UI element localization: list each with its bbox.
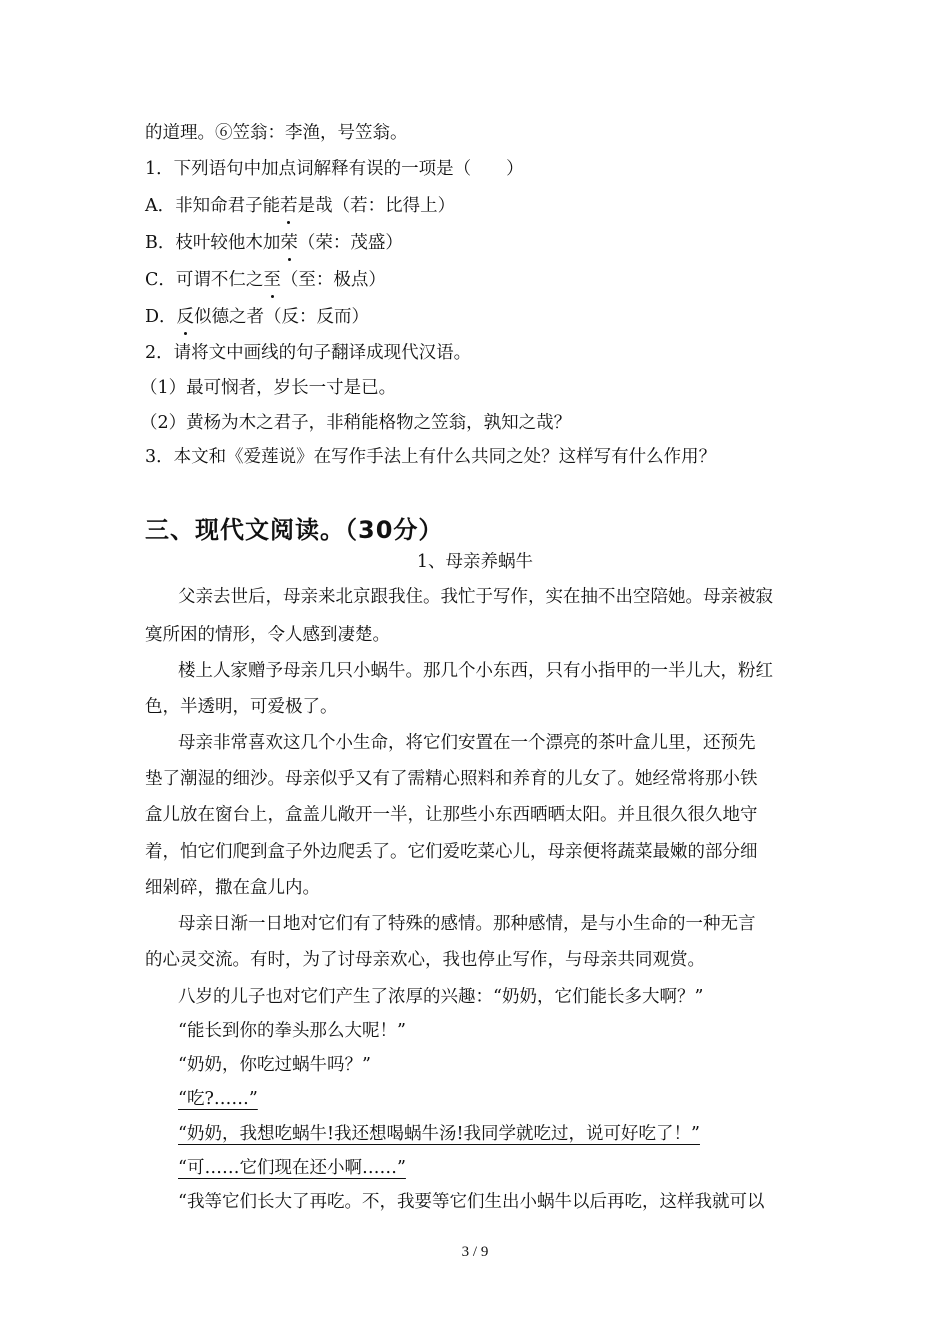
option-c: C．可谓不仁之至（至：极点） <box>145 270 386 290</box>
question-2-1: （1）最可悯者，岁长一寸是已。 <box>140 378 397 398</box>
body-line: “奶奶，你吃过蜗牛吗？” <box>178 1055 371 1075</box>
option-d: D．反似德之者（反：反而） <box>145 307 370 327</box>
body-line: 母亲非常喜欢这几个小生命，将它们安置在一个漂亮的茶叶盒儿里，还预先 <box>178 733 756 753</box>
body-line: “我等它们长大了再吃。不，我要等它们生出小蜗牛以后再吃，这样我就可以 <box>178 1192 765 1212</box>
question-2: 2．请将文中画线的句子翻译成现代汉语。 <box>145 343 472 363</box>
body-line: 着，怕它们爬到盒子外边爬丢了。它们爱吃菜心儿，母亲便将蔬菜最嫩的部分细 <box>145 842 758 862</box>
question-1: 1．下列语句中加点词解释有误的一项是（ ） <box>145 159 524 179</box>
body-line: 的心灵交流。有时，为了讨母亲欢心，我也停止写作，与母亲共同观赏。 <box>145 950 705 970</box>
body-line: 色，半透明，可爱极了。 <box>145 697 338 717</box>
body-line: 母亲日渐一日地对它们有了特殊的感情。那种感情，是与小生命的一种无言 <box>178 914 756 934</box>
dotted-word: 反 <box>176 307 195 327</box>
underlined-line: “可……它们现在还小啊……” <box>178 1158 406 1178</box>
body-line: 父亲去世后，母亲来北京跟我住。我忙于写作，实在抽不出空陪她。母亲被寂 <box>178 587 773 607</box>
underlined-line: “吃?……” <box>178 1089 258 1109</box>
body-line: “能长到你的拳头那么大呢！” <box>178 1021 406 1041</box>
body-line: 盒儿放在窗台上，盒盖儿敞开一半，让那些小东西晒晒太阳。并且很久很久地守 <box>145 805 758 825</box>
article-title: 1、母亲养蜗牛 <box>416 552 534 572</box>
underlined-line: “奶奶，我想吃蜗牛!我还想喝蜗牛汤!我同学就吃过，说可好吃了！” <box>178 1124 700 1144</box>
note-line: 的道理。⑥笠翁：李渔，号笠翁。 <box>145 123 408 143</box>
body-line: 楼上人家赠予母亲几只小蜗牛。那几个小东西，只有小指甲的一半儿大，粉红 <box>178 661 773 681</box>
dotted-word: 至 <box>263 270 281 290</box>
dotted-word: 荣 <box>280 233 298 253</box>
dotted-word: 若 <box>280 196 298 216</box>
body-line: 细剁碎，撒在盒儿内。 <box>145 878 320 898</box>
question-2-2: （2）黄杨为木之君子，非稍能格物之笠翁，孰知之哉？ <box>140 413 572 433</box>
body-line: 寞所困的情形，令人感到凄楚。 <box>145 625 390 645</box>
section-heading: 三、现代文阅读。（30分） <box>145 516 444 544</box>
body-line: 八岁的儿子也对它们产生了浓厚的兴趣：“奶奶，它们能长多大啊？” <box>178 987 704 1007</box>
question-3: 3．本文和《爱莲说》在写作手法上有什么共同之处？这样写有什么作用？ <box>145 447 717 467</box>
option-a: A．非知命君子能若是哉（若：比得上） <box>145 196 456 216</box>
option-b: B．枝叶较他木加荣（荣：茂盛） <box>145 233 403 253</box>
body-line: 垫了潮湿的细沙。母亲似乎又有了需精心照料和养育的儿女了。她经常将那小铁 <box>145 769 758 789</box>
page-number: 3 / 9 <box>461 1244 489 1260</box>
